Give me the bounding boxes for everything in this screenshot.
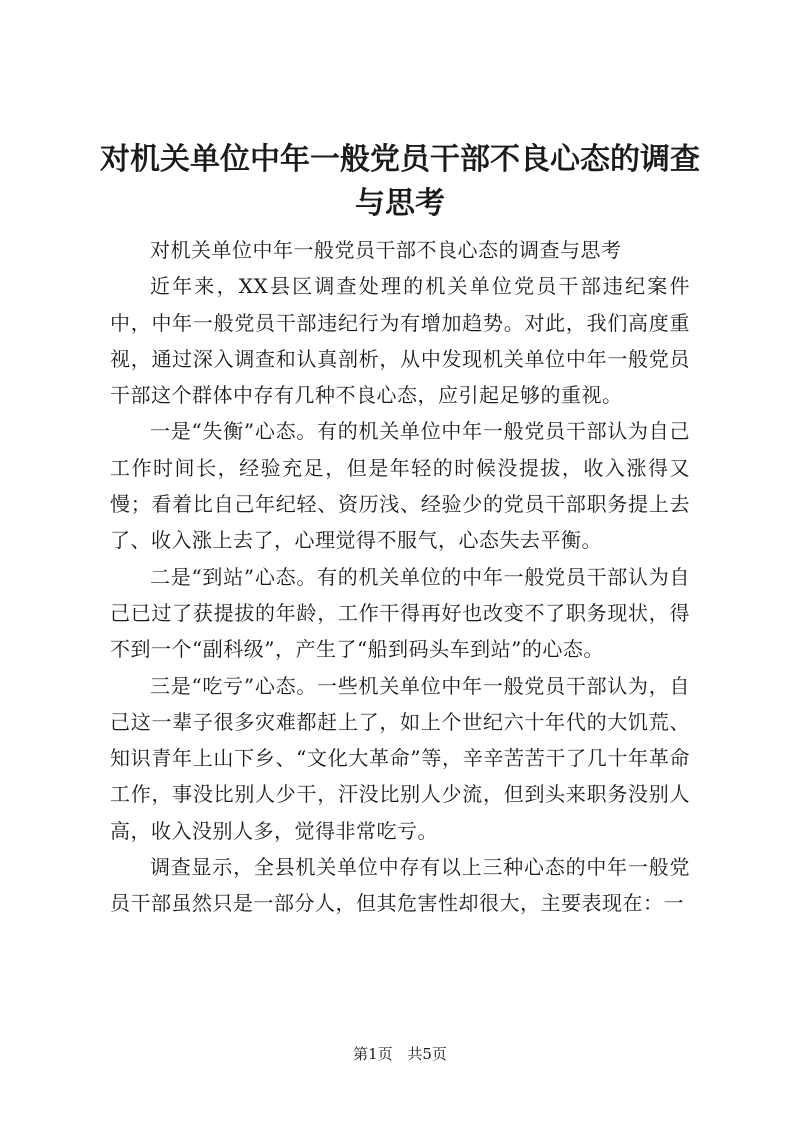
paragraph-loss: 三是“吃亏”心态。一些机关单位中年一般党员干部认为，自己这一辈子很多灾难都赶上了，如上个世纪六十年代的大饥荒、知识青年上山下乡、“文化大革命”等，辛辛苦苦干了几十年革命工作，事没比别人少干，汗没比别人少流，但到头来职务没别人高，收入没别人多，觉得非常吃亏。 [110, 673, 690, 843]
document-title: 对机关单位中年一般党员干部不良心态的调查与思考 [100, 142, 700, 221]
paragraph-survey: 调查显示，全县机关单位中存有以上三种心态的中年一般党员干部虽然只是一部分人，但其危害性却很大，主要表现在：一 [110, 855, 690, 916]
page-number: 第1页 [353, 1045, 393, 1063]
paragraph-terminus: 二是“到站”心态。有的机关单位的中年一般党员干部认为自己已过了获提拔的年龄，工作干得再好也改变不了职务现状，得不到一个“副科级”，产生了“船到码头车到站”的心态。 [110, 564, 690, 662]
page-total: 共5页 [407, 1045, 447, 1063]
document-body [110, 232, 690, 922]
paragraph-subtitle: 对机关单位中年一般党员干部不良心态的调查与思考 [150, 238, 622, 262]
paragraph-intro: 近年来，XX县区调查处理的机关单位党员干部违纪案件中，中年一般党员干部违纪行为有增加趋势。对此，我们高度重视，通过深入调查和认真剖析，从中发现机关单位中年一般党员干部这个群体中存有几种不良心态，应引起足够的重视。 [110, 274, 690, 408]
paragraph-imbalance: 一是“失衡”心态。有的机关单位中年一般党员干部认为自己工作时间长，经验充足，但是年轻的时候没提拔，收入涨得又慢；看着比自己年纪轻、资历浅、经验少的党员干部职务提上去了、收入涨上去了，心理觉得不服气，心态失去平衡。 [110, 419, 690, 553]
page-footer [0, 1044, 800, 1064]
